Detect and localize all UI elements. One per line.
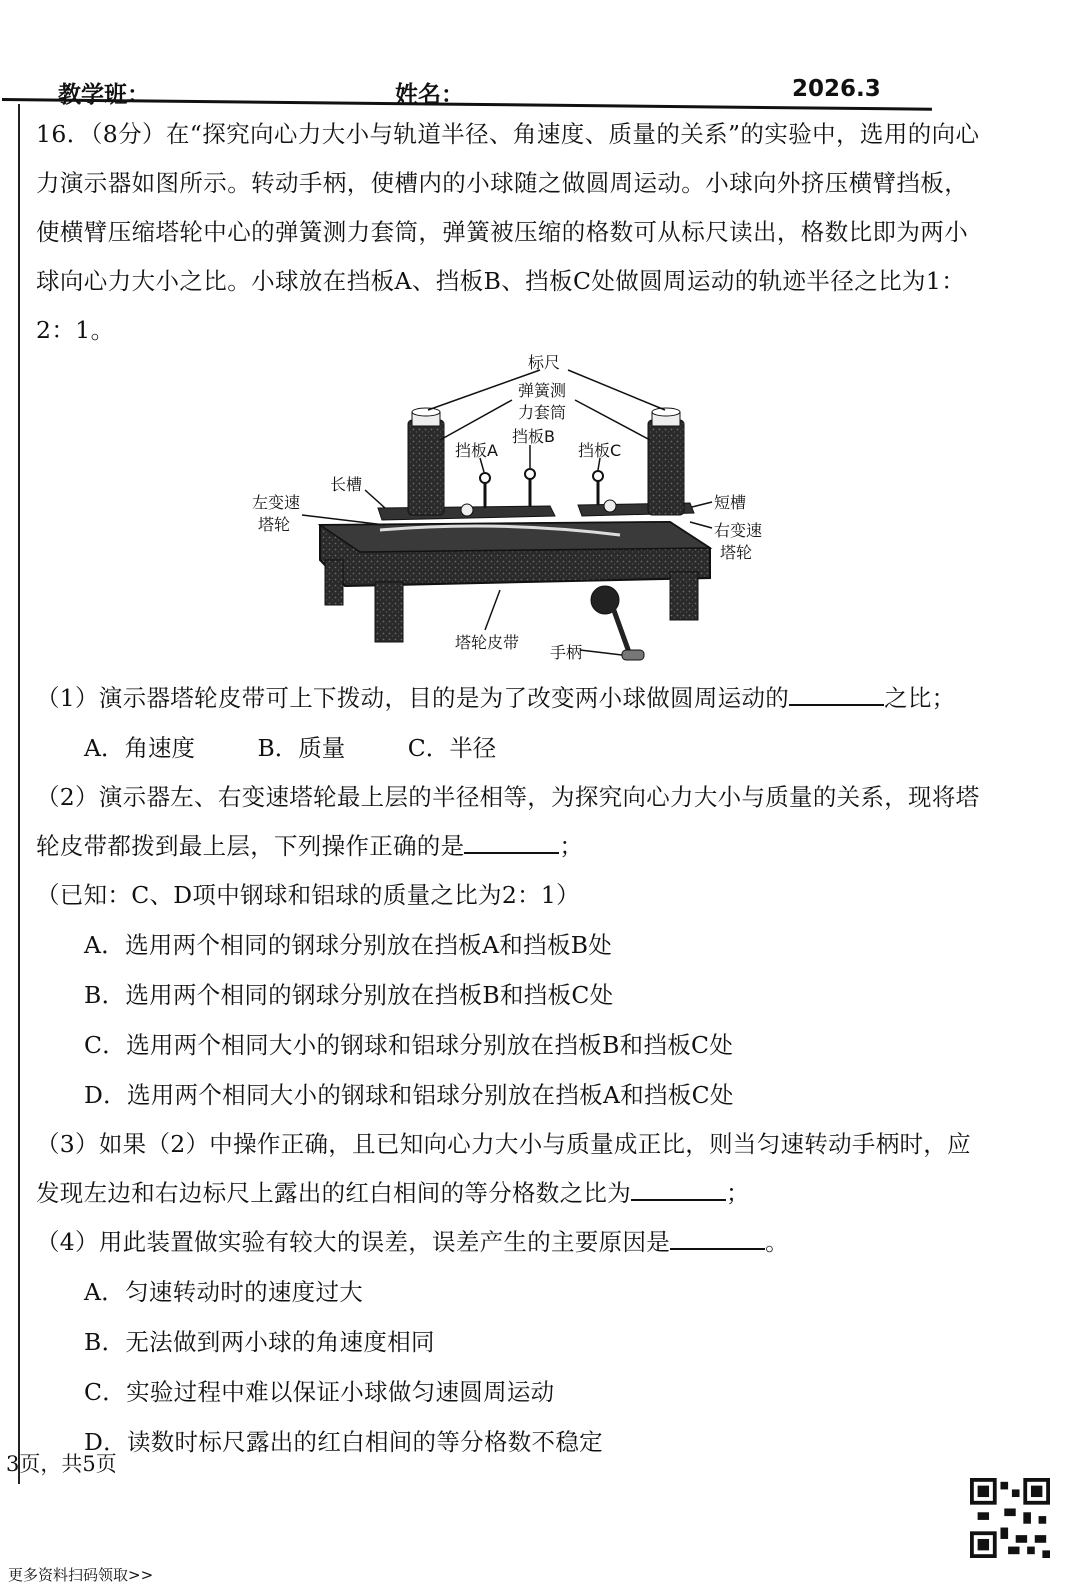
q3-line-2-end: ； xyxy=(726,1179,750,1207)
q2-line-1: （2）演示器左、右变速塔轮最上层的半径相等，为探究向心力大小与质量的关系，现将塔 xyxy=(36,783,980,811)
q2-option-b: B．选用两个相同的钢球分别放在挡板B和挡板C处 xyxy=(84,981,614,1009)
q4-stem-text: （4）用此装置做实验有较大的误差，误差产生的主要原因是 xyxy=(36,1228,671,1256)
label-long-slot: 长槽 xyxy=(330,475,363,494)
label-right-wheel-2: 塔轮 xyxy=(720,543,753,562)
label-ruler: 标尺 xyxy=(528,353,561,372)
page-number: 3页，共5页 xyxy=(6,1452,117,1476)
label-short-slot: 短槽 xyxy=(714,493,747,512)
qr-code-icon[interactable] xyxy=(970,1478,1050,1558)
base-platform xyxy=(320,522,710,642)
q1-option-a: A．角速度 xyxy=(84,734,195,762)
intro-line-5: 2：1。 xyxy=(36,316,115,344)
q3-line-1: （3）如果（2）中操作正确，且已知向心力大小与质量成正比，则当匀速转动手柄时，应 xyxy=(36,1130,971,1158)
q2-line-2 xyxy=(36,822,1026,871)
label-spring-2: 力套筒 xyxy=(518,403,567,422)
q3-line-2-text: 发现左边和右边标尺上露出的红白相间的等分格数之比为 xyxy=(36,1179,631,1207)
q1-stem-end: 之比； xyxy=(884,684,956,712)
name-label: 姓名： xyxy=(395,82,464,108)
q2-option-d: D．选用两个相同大小的钢球和铝球分别放在挡板A和挡板C处 xyxy=(84,1081,734,1109)
q1-options xyxy=(84,723,1026,773)
intro-line-3: 使横臂压缩塔轮中心的弹簧测力套筒，弹簧被压缩的格数可从标尺读出，格数比即为两小 xyxy=(36,218,969,246)
baffles xyxy=(480,469,603,508)
label-left-wheel-2: 塔轮 xyxy=(258,515,291,534)
intro-line-4: 球向心力大小之比。小球放在挡板A、挡板B、挡板C处做圆周运动的轨迹半径之比为1： xyxy=(36,267,966,295)
right-spring-sleeve xyxy=(648,408,684,515)
question-intro xyxy=(36,110,1026,355)
q2-line-2-text: 轮皮带都拨到最上层，下列操作正确的是 xyxy=(36,832,465,860)
q3-answer-blank[interactable] xyxy=(631,1175,726,1201)
exam-date: 2026.3 xyxy=(792,76,881,102)
class-label: 教学班： xyxy=(58,82,150,108)
q2-option-c: C．选用两个相同大小的钢球和铝球分别放在挡板B和挡板C处 xyxy=(84,1031,734,1059)
label-right-wheel-1: 右变速 xyxy=(714,521,763,540)
label-spring-1: 弹簧测 xyxy=(518,381,567,400)
q4-option-c: C．实验过程中难以保证小球做匀速圆周运动 xyxy=(84,1378,555,1406)
q3-line-2 xyxy=(36,1169,1026,1218)
q2-line-2-end: ； xyxy=(559,832,584,860)
q1-option-c: C．半径 xyxy=(407,734,497,762)
q1-answer-blank[interactable] xyxy=(789,680,884,706)
centripetal-force-apparatus-diagram xyxy=(250,350,790,680)
left-spring-sleeve xyxy=(408,408,444,515)
intro-line-2: 力演示器如图所示。转动手柄，使槽内的小球随之做圆周运动。小球向外挤压横臂挡板， xyxy=(36,169,969,197)
label-left-wheel-1: 左变速 xyxy=(252,493,301,512)
q1-stem xyxy=(36,674,1026,723)
label-handle: 手柄 xyxy=(550,643,583,662)
sub-questions xyxy=(36,674,1026,1467)
q2-option-a: A．选用两个相同的钢球分别放在挡板A和挡板B处 xyxy=(84,931,613,959)
label-baffle-c: 挡板C xyxy=(578,441,622,460)
q4-stem-end: 。 xyxy=(765,1228,789,1256)
q4-option-b: B．无法做到两小球的角速度相同 xyxy=(84,1328,435,1356)
q4-stem xyxy=(36,1218,1026,1267)
q1-stem-text: （1）演示器塔轮皮带可上下拨动，目的是为了改变两小球做圆周运动的 xyxy=(36,684,790,712)
crank-handle xyxy=(591,586,644,660)
q4-option-d: D．读数时标尺露出的红白相间的等分格数不稳定 xyxy=(84,1428,603,1456)
more-resources-link[interactable]: 更多资料扫码领取>> xyxy=(8,1566,154,1584)
q2-note: （已知：C、D项中钢球和铝球的质量之比为2：1） xyxy=(36,881,580,909)
label-belt: 塔轮皮带 xyxy=(455,633,520,652)
intro-line-1: 16．（8分）在“探究向心力大小与轨道半径、角速度、质量的关系”的实验中，选用的向心 xyxy=(36,120,980,148)
q4-option-a: A．匀速转动时的速度过大 xyxy=(84,1278,364,1306)
q1-option-b: B．质量 xyxy=(257,734,346,762)
q4-answer-blank[interactable] xyxy=(670,1224,765,1250)
label-baffle-a: 挡板A xyxy=(455,441,498,460)
q2-answer-blank[interactable] xyxy=(464,828,559,854)
label-baffle-b: 挡板B xyxy=(512,427,555,446)
margin-line xyxy=(18,104,20,1484)
